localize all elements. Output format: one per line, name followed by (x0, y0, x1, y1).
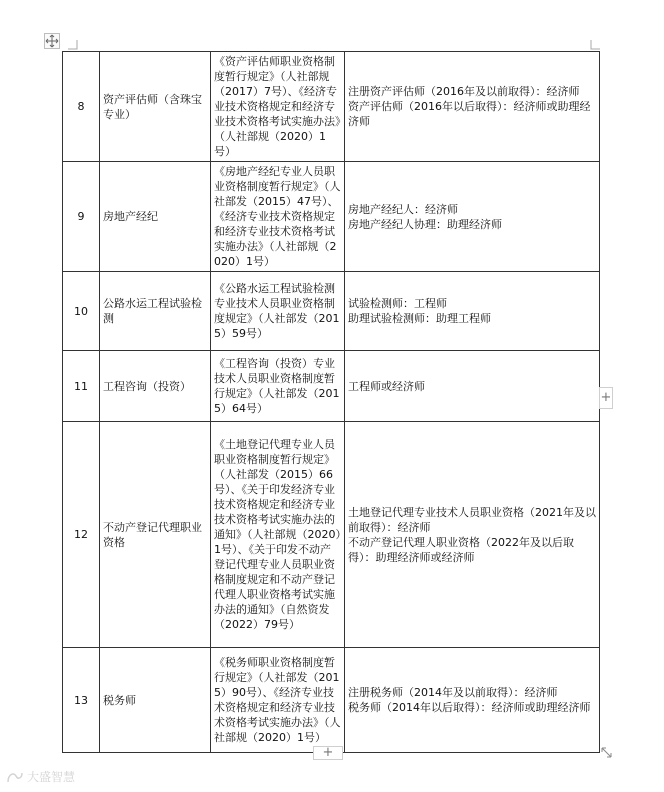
row-number-cell: 11 (63, 351, 100, 422)
title-level-line: 税务师（2014年以后取得）：经济师或助理经济师 (348, 701, 591, 714)
title-level-line: 不动产登记代理人职业资格（2022年及以后取得）：助理经济师或经济师 (348, 535, 574, 564)
title-level-cell (345, 162, 600, 272)
table-row (63, 422, 600, 648)
title-level-line: 土地登记代理专业技术人员职业资格（2021年及以前取得）：经济师 (348, 505, 596, 534)
row-number-cell: 13 (63, 648, 100, 753)
row-number-cell: 12 (63, 422, 100, 648)
watermark-logo-icon (6, 770, 24, 784)
row-number-cell: 9 (63, 162, 100, 272)
title-level-line: 房地产经纪人：经济师 (348, 202, 458, 216)
qualification-name-cell: 不动产登记代理职业资格 (100, 422, 211, 648)
title-level-line: 房地产经纪人协理：助理经济师 (348, 217, 502, 231)
qualification-name-cell: 税务师 (100, 648, 211, 753)
title-level-line: 资产评估师（2016年以后取得）：经济师或助理经济师 (348, 100, 591, 128)
title-level-line: 注册资产评估师（2016年及以前取得）：经济师 (348, 85, 580, 98)
page-corner-mark-left (68, 40, 78, 50)
title-level-line: 试验检测师：工程师 (348, 297, 447, 310)
table-row (63, 648, 600, 753)
move-arrows-icon (45, 34, 59, 48)
qualification-name-cell: 工程咨询（投资） (100, 351, 211, 422)
regulation-cell: 《税务师职业资格制度暂行规定》（人社部发（2015）90号）、《经济专业技术资格规定和经济专业技术资格考试实施办法》（人社部规（2020）1号） (211, 648, 345, 753)
regulation-cell: 《资产评估师职业资格制度暂行规定》（人社部规（2017）7号）、《经济专业技术资格规定和经济专业技术资格考试实施办法》（人社部规（2020）1号） (211, 52, 345, 162)
table-row (63, 162, 600, 272)
row-number-cell: 10 (63, 272, 100, 351)
table-move-handle[interactable] (44, 33, 60, 49)
table-row (63, 351, 600, 422)
resize-handle-icon[interactable] (599, 745, 614, 760)
regulation-cell: 《公路水运工程试验检测专业技术人员职业资格制度规定》（人社部发（2015）59号） (211, 272, 345, 351)
table-row (63, 52, 600, 162)
add-column-button[interactable]: + (599, 387, 613, 409)
title-level-cell (345, 648, 600, 753)
regulation-cell: 《房地产经纪专业人员职业资格制度暂行规定》（人社部发（2015）47号）、《经济专业技术资格规定和经济专业技术资格考试实施办法》（人社部规（2020）1号） (211, 162, 345, 272)
page-corner-mark-right (590, 40, 600, 50)
title-level-cell (345, 52, 600, 162)
table-row (63, 272, 600, 351)
title-level-cell (345, 422, 600, 648)
regulation-cell: 《工程咨询（投资）专业技术人员职业资格制度暂行规定》（人社部发（2015）64号） (211, 351, 345, 422)
qualification-name-cell: 房地产经纪 (100, 162, 211, 272)
qualification-table (62, 51, 600, 753)
qualification-name-cell: 资产评估师（含珠宝专业） (100, 52, 211, 162)
title-level-line: 工程师或经济师 (348, 379, 425, 393)
qualification-name-cell: 公路水运工程试验检测 (100, 272, 211, 351)
watermark-text: 大盛智慧 (27, 770, 76, 784)
row-number-cell: 8 (63, 52, 100, 162)
title-level-cell (345, 351, 600, 422)
regulation-cell: 《土地登记代理专业人员职业资格制度暂行规定》（人社部发（2015）66号）、《关于印发经济专业技术资格规定和经济专业技术资格考试实施办法的通知》（人社部规（2020）1号）、《关于印发不动产登记代理专业人员职业资格制度规定和不动产登记代理人职业资格考试实施办法的通知》（自然资发（2022）79号） (211, 422, 345, 648)
title-level-cell (345, 272, 600, 351)
add-row-button[interactable]: + (313, 746, 343, 760)
watermark (6, 768, 75, 785)
title-level-line: 注册税务师（2014年及以前取得）：经济师 (348, 686, 558, 699)
title-level-line: 助理试验检测师：助理工程师 (348, 312, 491, 325)
